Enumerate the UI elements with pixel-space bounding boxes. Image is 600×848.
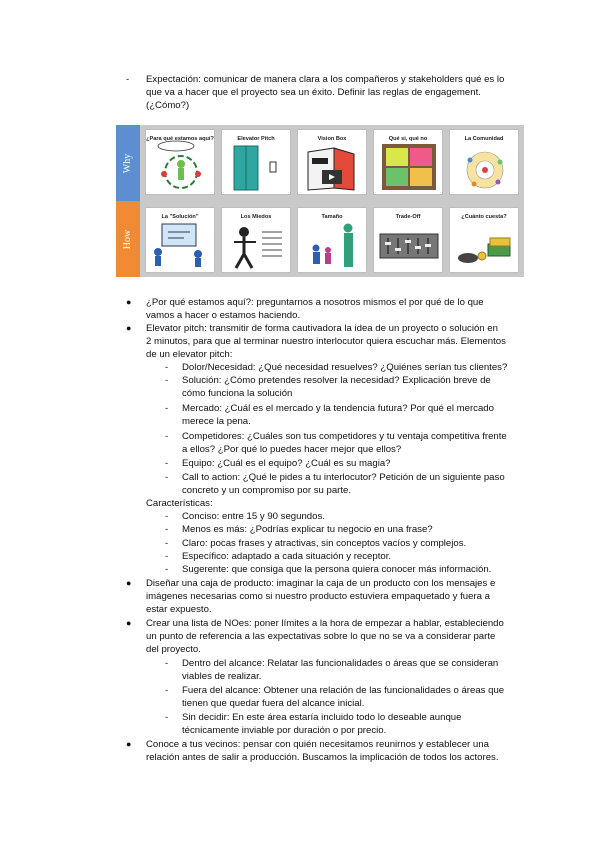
dash-symbol: - [165, 551, 169, 562]
card-los-miedos [221, 207, 291, 273]
sub-item-line: concreto y un compromiso por su parte. [182, 485, 352, 496]
sub-item-line: Sugerente: que consiga que la persona quiera conocer más información. [182, 564, 492, 575]
paragraph-line: vamos a hacer o estamos haciendo. [146, 310, 301, 321]
card-title: ¿Cuánto cuesta? [461, 214, 507, 220]
paragraph-line: Elevator pitch: transmitir de forma cautivadora la idea de un proyecto o solución en [146, 323, 498, 334]
paragraph-line: Diseñar una caja de producto: imaginar la caja de un producto con los mensajes e [146, 578, 496, 589]
card-title: Elevator Pitch [237, 136, 275, 142]
sub-item-line: Claro: pocas frases y atractivas, sin conceptos vacíos y complejos. [182, 538, 467, 549]
dash-symbol: - [165, 431, 169, 442]
card-title: Los Miedos [240, 214, 272, 220]
sub-item-line: Mercado: ¿Cuál es el mercado y la tendencia futura? Por qué el mercado [182, 403, 494, 414]
paragraph-line: imágenes necesarias como si nuestro producto estuviera empaquetado y fuera a [146, 591, 490, 602]
paragraph-line: relación antes de salir a producción. Buscamos la implicación de todos los actores. [146, 752, 499, 763]
sub-item-line: tienen que quedar fuera del alcance inicial. [182, 698, 365, 709]
intro-dash: - [126, 74, 130, 85]
card-why-here [145, 129, 215, 195]
how-band [116, 201, 140, 277]
dash-symbol: - [165, 472, 169, 483]
sub-item-line: Sin decidir: En este área estaría incluido todo lo deseable aunque [182, 712, 462, 723]
sub-item-line: cómo funciona la solución [182, 388, 293, 399]
paragraph-line: de un elevator pitch: [146, 349, 233, 360]
sub-item-line: Específico: adaptado a cada situación y receptor. [182, 551, 392, 562]
card-que-si-que-no [373, 129, 443, 195]
sub-item-line: Dentro del alcance: Relatar las funcionalidades o áreas que se consideran [182, 658, 499, 669]
how-label: How [122, 229, 134, 249]
card-title: La Comunidad [464, 136, 504, 142]
dash-symbol: - [165, 362, 169, 373]
sub-item-line: Conciso: entre 15 y 90 segundos. [182, 511, 325, 522]
intro-line: Expectación: comunicar de manera clara a los compañeros y stakeholders qué es lo [146, 74, 505, 85]
card-cuanto-cuesta [449, 207, 519, 273]
intro-line: que va a hacer que el proyecto sea un éxito. Definir las reglas de engagement. [146, 87, 481, 98]
sub-item-line: Call to action: ¿Qué le pides a tu interlocutor? Petición de un siguiente paso [182, 472, 505, 483]
card-title: Trade-Off [395, 214, 421, 220]
sub-item-line: Solución: ¿Cómo pretendes resolver la necesidad? Explicación breve de [182, 375, 491, 386]
card-title: La "Solución" [161, 214, 199, 220]
card-title: ¿Para qué estamos aquí? [146, 136, 214, 142]
card-title: Tamaño [321, 214, 343, 220]
card-title: Vision Box [317, 136, 347, 142]
paragraph-line: Conoce a tus vecinos: pensar con quién necesitamos reunirnos y establecer una [146, 739, 489, 750]
card-elevator-pitch [221, 129, 291, 195]
sub-item-line: Competidores: ¿Cuáles son tus competidores y tu ventaja competitiva frente [182, 431, 507, 442]
sub-item-line: Dolor/Necesidad: ¿Qué necesidad resuelves? ¿Quiénes serían tus clientes? [182, 362, 508, 373]
caracteristicas-heading: Características: [146, 498, 213, 509]
sub-item-line: Equipo: ¿Cuál es el equipo? ¿Cuál es su magia? [182, 458, 391, 469]
dash-symbol: - [165, 564, 169, 575]
dash-symbol: - [165, 511, 169, 522]
sub-item-line: merece la pena. [182, 416, 251, 427]
bullet-symbol: ● [126, 578, 132, 588]
bullet-symbol: ● [126, 739, 132, 749]
card-trade-off [373, 207, 443, 273]
inception-deck-figure [116, 125, 524, 277]
dash-symbol: - [165, 712, 169, 723]
bullet-symbol: ● [126, 618, 132, 628]
paragraph-line: un punto de referencia a las expectativas sobre lo que no se va a considerar parte [146, 631, 496, 642]
bullet-symbol: ● [126, 323, 132, 333]
paragraph-line: Crear una lista de NOes: poner límites a la hora de empezar a hablar, estableciendo [146, 618, 504, 629]
paragraph-line: ¿Por qué estamos aquí?: preguntarnos a nosotros mismos el por qué de lo que [146, 297, 484, 308]
paragraph-line: del proyecto. [146, 644, 201, 655]
sub-item-line: a ellos? ¿Por qué lo puedes hacer mejor que ellos? [182, 444, 402, 455]
why-band [116, 125, 140, 201]
bullet-symbol: ● [126, 297, 132, 307]
intro-line: (¿Cómo?) [146, 100, 190, 111]
card-vision-box [297, 129, 367, 195]
paragraph-line: 2 minutos, para que al terminar nuestro interlocutor quiera escuchar más. Elementos [146, 336, 506, 347]
card-title: Qué si, qué no [388, 136, 428, 142]
card-la-comunidad [449, 129, 519, 195]
dash-symbol: - [165, 375, 169, 386]
dash-symbol: - [165, 403, 169, 414]
card-tamano [297, 207, 367, 273]
paragraph-line: estar expuesto. [146, 604, 212, 615]
sub-item-line: viables de realizar. [182, 671, 262, 682]
sub-item-line: técnicamente inviable por duración o por precio. [182, 725, 387, 736]
card-la-solucion [145, 207, 215, 273]
dash-symbol: - [165, 538, 169, 549]
sub-item-line: Menos es más: ¿Podrías explicar tu negocio en una frase? [182, 524, 433, 535]
dash-symbol: - [165, 685, 169, 696]
dash-symbol: - [165, 524, 169, 535]
sub-item-line: Fuera del alcance: Obtener una relación de las funcionalidades o áreas que [182, 685, 505, 696]
dash-symbol: - [165, 458, 169, 469]
why-label: Why [122, 153, 134, 173]
dash-symbol: - [165, 658, 169, 669]
